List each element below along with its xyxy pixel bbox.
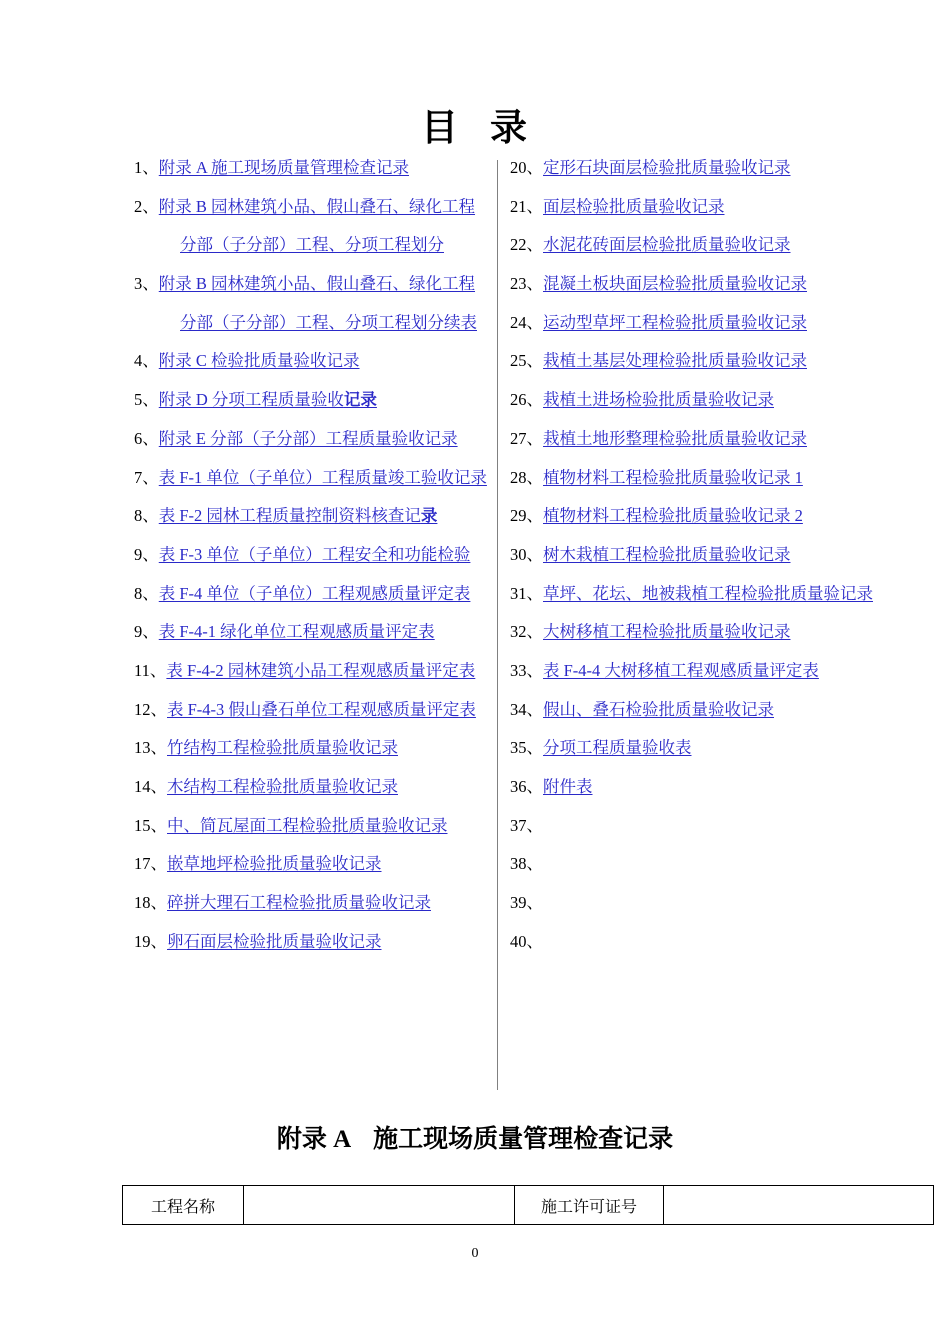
page-title-char-1: 目 <box>421 108 460 149</box>
toc-entry-link[interactable]: 中、简瓦屋面工程检验批质量验收记录 <box>167 815 448 835</box>
toc-entry[interactable] <box>510 467 880 487</box>
appendix-a-heading-prefix: 附录 A <box>276 1126 352 1153</box>
toc-entry-link[interactable]: 树木栽植工程检验批质量验收记录 <box>543 544 791 564</box>
toc-entry-continuation[interactable] <box>134 312 486 332</box>
toc-entry-number: 15、 <box>134 815 167 835</box>
toc-entry-number: 39、 <box>510 893 543 913</box>
toc-entry-continuation-link[interactable]: 分部（子分部）工程、分项工程划分 <box>180 235 444 255</box>
table-of-contents <box>0 160 950 1095</box>
toc-entry-link[interactable]: 栽植土基层处理检验批质量验收记录 <box>543 351 807 371</box>
toc-entry-link[interactable]: 植物材料工程检验批质量验收记录 2 <box>543 506 803 526</box>
toc-entry-link[interactable]: 碎拼大理石工程检验批质量验收记录 <box>167 893 431 913</box>
toc-entry[interactable] <box>510 392 880 409</box>
toc-entry[interactable] <box>134 392 486 409</box>
toc-entry-link[interactable]: 附录 C 检验批质量验收记录 <box>158 351 360 371</box>
toc-entry-link[interactable]: 表 F-3 单位（子单位）工程安全和功能检验 <box>158 544 471 564</box>
toc-entry-number: 13、 <box>134 738 167 758</box>
toc-entry-number: 28、 <box>510 467 543 487</box>
toc-entry-link[interactable]: 表 F-4-1 绿化单位工程观感质量评定表 <box>158 622 435 642</box>
toc-entry-link[interactable]: 表 F-1 单位（子单位）工程质量竣工验收记录 <box>158 467 487 487</box>
toc-entry-continuation-link[interactable]: 分部（子分部）工程、分项工程划分续表 <box>180 312 477 332</box>
toc-entry-link[interactable]: 表 F-2 园林工程质量控制资料核查记 <box>158 506 421 526</box>
toc-entry[interactable] <box>134 740 486 757</box>
toc-entry-number: 9、 <box>134 622 159 642</box>
toc-entry-number: 36、 <box>510 777 543 796</box>
toc-entry-number: 19、 <box>134 931 167 951</box>
toc-entry-link-bold-tail[interactable]: 录 <box>420 506 438 526</box>
toc-right-column <box>510 160 880 972</box>
construction-permit-number-value[interactable] <box>664 1186 934 1225</box>
toc-entry[interactable] <box>134 895 486 912</box>
toc-entry-link[interactable]: 木结构工程检验批质量验收记录 <box>167 777 398 796</box>
toc-entry-number: 5、 <box>134 390 159 410</box>
footer-page-number: 0 <box>471 1246 479 1261</box>
toc-entry[interactable] <box>510 353 880 370</box>
page-title-char-2: 录 <box>490 108 529 149</box>
toc-entry-link[interactable]: 面层检验批质量验收记录 <box>543 196 725 216</box>
toc-entry[interactable] <box>510 699 880 719</box>
toc-entry-continuation[interactable] <box>134 237 486 254</box>
project-name-value[interactable] <box>244 1186 515 1225</box>
toc-entry-link[interactable]: 表 F-4 单位（子单位）工程观感质量评定表 <box>158 583 471 603</box>
toc-entry[interactable] <box>134 160 486 177</box>
toc-entry[interactable] <box>134 660 486 680</box>
toc-entry-link[interactable]: 表 F-4-4 大树移植工程观感质量评定表 <box>543 660 819 680</box>
toc-entry-number: 26、 <box>510 390 543 410</box>
toc-entry-link[interactable]: 附录 B 园林建筑小品、假山叠石、绿化工程 <box>158 274 476 294</box>
toc-entry-number: 25、 <box>510 351 543 371</box>
toc-entry-number: 17、 <box>134 854 167 874</box>
toc-entry[interactable] <box>134 624 486 641</box>
toc-entry[interactable] <box>510 196 880 216</box>
toc-entry <box>510 815 880 835</box>
toc-entry-number: 12、 <box>134 699 167 719</box>
toc-entry-number: 8、 <box>134 506 159 526</box>
toc-entry[interactable] <box>134 353 486 370</box>
toc-entry-number: 34、 <box>510 699 543 719</box>
toc-entry-number: 2、 <box>134 196 159 216</box>
toc-entry[interactable] <box>510 237 880 254</box>
toc-entry-link[interactable]: 草坪、花坛、地被栽植工程检验批质量验记录 <box>543 583 873 603</box>
toc-entry-number: 27、 <box>510 428 543 448</box>
toc-entry[interactable] <box>134 931 486 951</box>
toc-entry-number: 8、 <box>134 583 159 603</box>
toc-entry-link[interactable]: 水泥花砖面层检验批质量验收记录 <box>543 235 791 255</box>
toc-entry-number: 18、 <box>134 893 167 913</box>
toc-entry[interactable] <box>510 508 880 525</box>
toc-entry[interactable] <box>510 312 880 332</box>
toc-entry-number: 1、 <box>134 158 159 177</box>
toc-entry-number: 38、 <box>510 854 543 874</box>
toc-entry-link[interactable]: 栽植土地形整理检验批质量验收记录 <box>543 428 807 448</box>
toc-entry-number: 22、 <box>510 235 543 255</box>
toc-entry <box>510 856 880 873</box>
toc-entry <box>510 895 880 912</box>
toc-entry-number: 23、 <box>510 274 543 294</box>
toc-entry[interactable] <box>510 276 880 293</box>
toc-entry[interactable] <box>510 624 880 641</box>
toc-entry[interactable] <box>134 428 486 448</box>
toc-entry <box>510 931 880 951</box>
toc-entry-number: 11、 <box>134 660 167 680</box>
toc-entry[interactable] <box>134 544 486 564</box>
toc-entry[interactable] <box>510 428 880 448</box>
toc-entry[interactable] <box>134 815 486 835</box>
toc-entry[interactable] <box>510 740 880 757</box>
toc-entry-link[interactable]: 卵石面层检验批质量验收记录 <box>167 931 382 951</box>
toc-entry[interactable] <box>134 699 486 719</box>
toc-entry-number: 33、 <box>510 660 543 680</box>
toc-entry-number: 14、 <box>134 777 167 796</box>
toc-entry-link[interactable]: 运动型草坪工程检验批质量验收记录 <box>543 312 807 332</box>
toc-entry-link-bold-tail[interactable]: 记录 <box>343 390 377 410</box>
toc-entry[interactable] <box>134 276 486 293</box>
toc-entry[interactable] <box>134 856 486 873</box>
toc-entry[interactable] <box>510 660 880 680</box>
toc-entry[interactable] <box>134 467 487 487</box>
toc-entry-number: 21、 <box>510 196 543 216</box>
toc-entry-link[interactable]: 植物材料工程检验批质量验收记录 1 <box>543 467 803 487</box>
toc-entry-link[interactable]: 假山、叠石检验批质量验收记录 <box>543 699 774 719</box>
toc-entry-number: 35、 <box>510 738 543 758</box>
toc-entry[interactable] <box>510 779 880 796</box>
toc-entry-number: 9、 <box>134 544 159 564</box>
toc-entry[interactable] <box>134 508 486 525</box>
appendix-a-heading <box>0 1119 950 1155</box>
toc-entry-link[interactable]: 表 F-4-3 假山叠石单位工程观感质量评定表 <box>167 699 476 719</box>
project-name-label: 工程名称 <box>123 1186 244 1225</box>
toc-entry-number: 20、 <box>510 158 543 177</box>
toc-entry[interactable] <box>510 544 880 564</box>
toc-entry-number: 7、 <box>134 467 159 487</box>
toc-entry-number: 29、 <box>510 506 543 526</box>
toc-entry-link[interactable]: 附录 B 园林建筑小品、假山叠石、绿化工程 <box>158 196 476 216</box>
table-row <box>123 1186 934 1225</box>
toc-entry[interactable] <box>134 196 486 216</box>
toc-entry-link[interactable]: 表 F-4-2 园林建筑小品工程观感质量评定表 <box>166 660 476 680</box>
toc-entry-link[interactable]: 大树移植工程检验批质量验收记录 <box>543 622 791 642</box>
toc-entry-number: 37、 <box>510 815 543 835</box>
construction-permit-number-label: 施工许可证号 <box>515 1186 664 1225</box>
toc-entry[interactable] <box>510 160 880 177</box>
toc-entry-number: 40、 <box>510 931 543 951</box>
toc-entry-number: 32、 <box>510 622 543 642</box>
page-title <box>0 108 950 151</box>
toc-entry-link[interactable]: 嵌草地坪检验批质量验收记录 <box>167 854 382 874</box>
toc-entry-link[interactable]: 附录 E 分部（子分部）工程质量验收记录 <box>158 428 458 448</box>
toc-entry-number: 31、 <box>510 583 543 603</box>
toc-entry-number: 24、 <box>510 312 543 332</box>
toc-entry-link[interactable]: 分项工程质量验收表 <box>543 738 692 758</box>
toc-entry-number: 30、 <box>510 544 543 564</box>
toc-entry-link[interactable]: 附录 D 分项工程质量验收 <box>158 390 344 410</box>
toc-entry-link[interactable]: 附录 A 施工现场质量管理检查记录 <box>158 158 410 177</box>
toc-entry-link[interactable]: 栽植土进场检验批质量验收记录 <box>543 390 774 410</box>
toc-entry-link[interactable]: 竹结构工程检验批质量验收记录 <box>167 738 398 758</box>
toc-entry[interactable] <box>134 583 486 603</box>
appendix-a-heading-title: 施工现场质量管理检查记录 <box>373 1126 674 1153</box>
toc-entry-link[interactable]: 定形石块面层检验批质量验收记录 <box>543 158 791 177</box>
toc-entry-number: 4、 <box>134 351 159 371</box>
toc-entry-number: 3、 <box>134 274 159 294</box>
construction-site-quality-form <box>122 1185 934 1225</box>
toc-entry-link[interactable]: 混凝土板块面层检验批质量验收记录 <box>543 274 807 294</box>
toc-entry[interactable] <box>134 779 486 796</box>
toc-entry-number: 6、 <box>134 428 159 448</box>
toc-entry-link[interactable]: 附件表 <box>543 777 593 796</box>
toc-left-column <box>134 160 486 972</box>
toc-entry[interactable] <box>510 583 880 603</box>
